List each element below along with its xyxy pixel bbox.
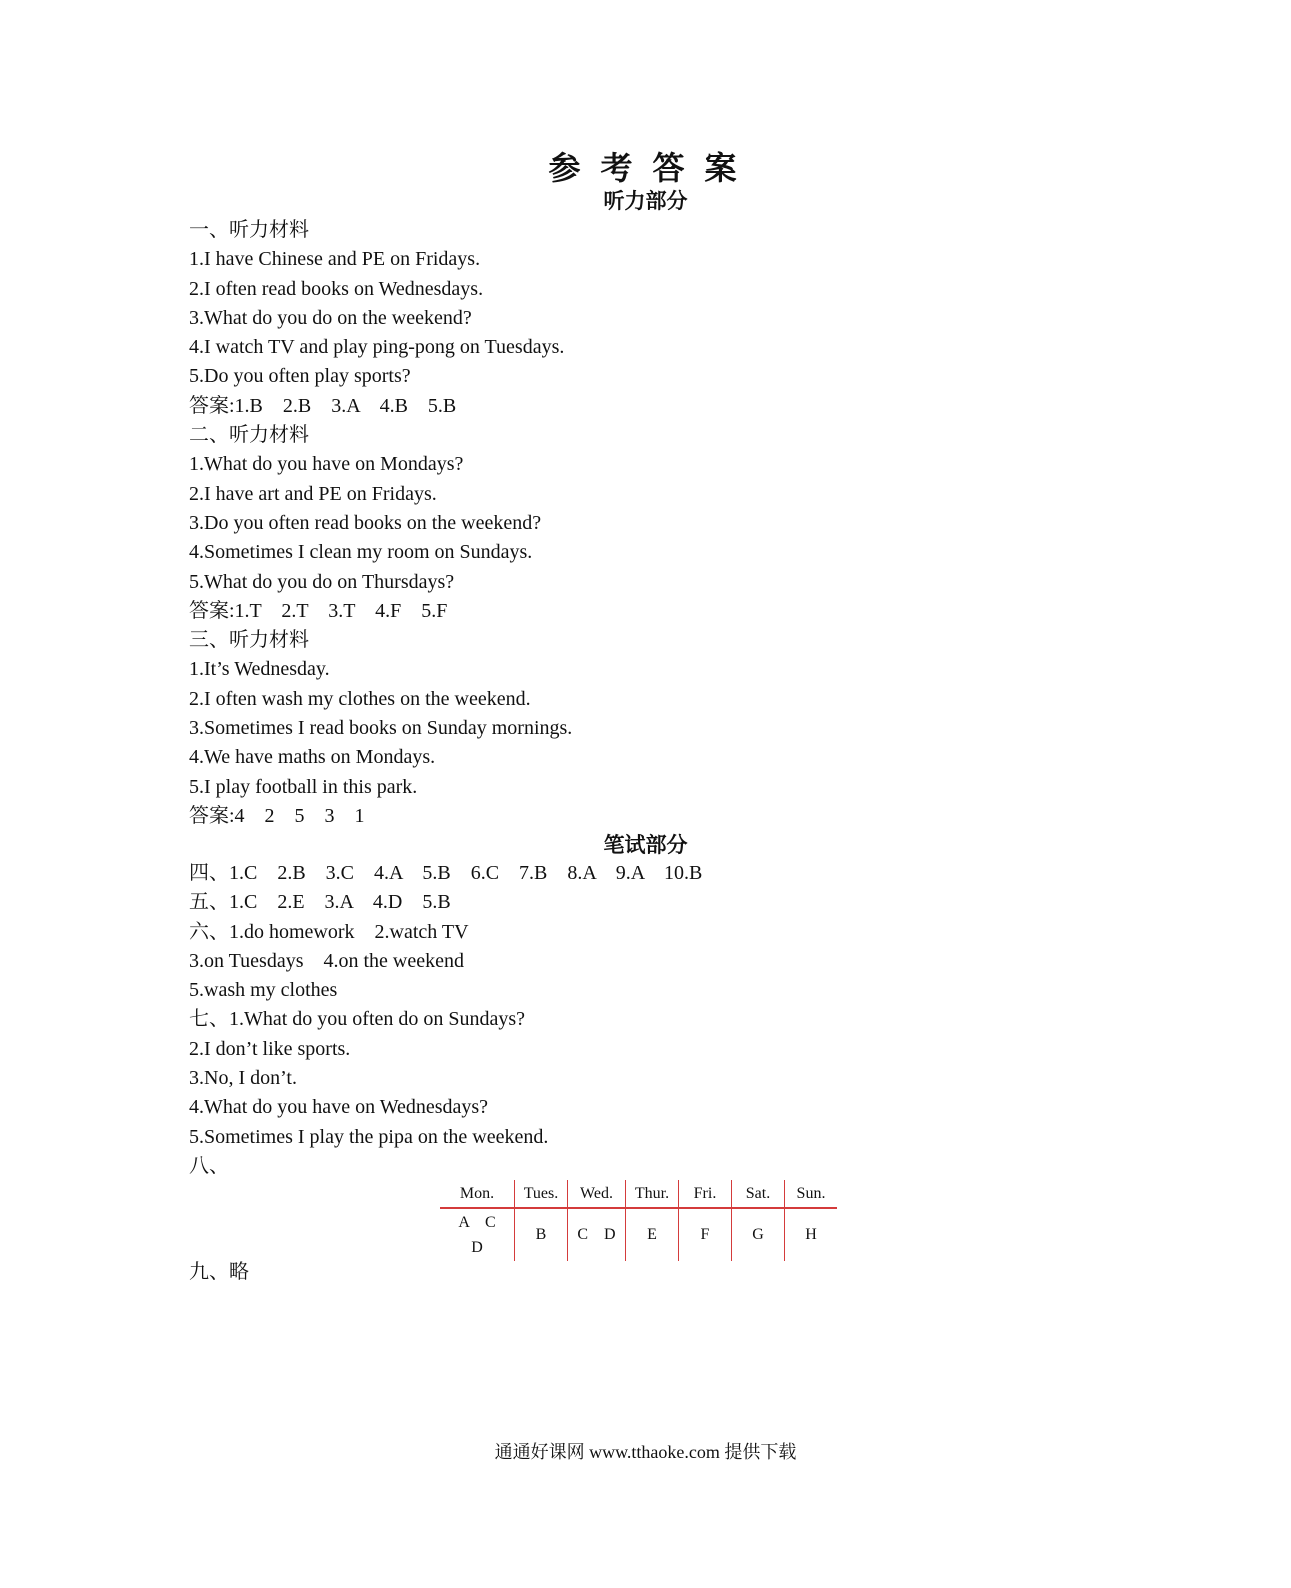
text-line: 5.Do you often play sports? xyxy=(189,365,411,388)
written-heading: 笔试部分 xyxy=(603,833,688,857)
text-line: 答案:1.B 2.B 3.A 4.B 5.B xyxy=(189,394,457,417)
cell-mon-line1: A C xyxy=(458,1214,496,1231)
header-thu: Thur. xyxy=(626,1180,679,1208)
text-line: 1.I have Chinese and PE on Fridays. xyxy=(189,248,481,271)
text-line: 答案:4 2 5 3 1 xyxy=(189,804,365,827)
table-row xyxy=(440,1208,837,1261)
text-line: 3.No, I don’t. xyxy=(189,1067,297,1090)
text-line: 2.I have art and PE on Fridays. xyxy=(189,482,437,505)
header-sat: Sat. xyxy=(732,1180,785,1208)
text-line: 四、1.C 2.B 3.C 4.A 5.B 6.C 7.B 8.A 9.A 10.B xyxy=(189,862,703,884)
text-line: 2.I often wash my clothes on the weekend. xyxy=(189,687,531,710)
text-line: 五、1.C 2.E 3.A 4.D 5.B xyxy=(189,891,451,914)
cell-tue: B xyxy=(515,1208,568,1261)
text-line: 4.What do you have on Wednesdays? xyxy=(189,1096,489,1119)
cell-mon-line2: D xyxy=(471,1239,483,1256)
text-line: 1.What do you have on Mondays? xyxy=(189,453,464,476)
text-line: 3.Do you often read books on the weekend? xyxy=(189,511,542,534)
text-line: 5.What do you do on Thursdays? xyxy=(189,570,455,593)
cell-sun: H xyxy=(785,1208,838,1261)
text-line: 4.I watch TV and play ping-pong on Tuesdays. xyxy=(189,336,565,359)
cell-sat: G xyxy=(732,1208,785,1261)
item-nine: 九、略 xyxy=(189,1261,249,1283)
text-line: 2.I don’t like sports. xyxy=(189,1037,351,1060)
header-fri: Fri. xyxy=(679,1180,732,1208)
text-line: 一、听力材料 xyxy=(189,219,309,241)
text-line: 2.I often read books on Wednesdays. xyxy=(189,277,484,300)
cell-fri: F xyxy=(679,1208,732,1261)
header-wed: Wed. xyxy=(568,1180,626,1208)
text-line: 4.We have maths on Mondays. xyxy=(189,746,436,769)
written-answers xyxy=(189,859,702,1181)
text-line: 5.Sometimes I play the pipa on the weekend. xyxy=(189,1125,549,1148)
listening-answers xyxy=(189,216,572,831)
text-line: 三、听力材料 xyxy=(189,629,309,652)
text-line: 1.It’s Wednesday. xyxy=(189,658,330,681)
text-line: 3.Sometimes I read books on Sunday mornings. xyxy=(189,717,573,740)
cell-mon xyxy=(440,1208,515,1261)
text-line: 4.Sometimes I clean my room on Sundays. xyxy=(189,541,533,564)
cell-wed: C D xyxy=(568,1208,626,1261)
footer-credit: 通通好课网 www.tthaoke.com 提供下载 xyxy=(494,1442,797,1462)
header-mon: Mon. xyxy=(440,1180,515,1208)
text-line: 七、1.What do you often do on Sundays? xyxy=(189,1008,526,1031)
table-header-row xyxy=(440,1180,837,1208)
text-line: 答案:1.T 2.T 3.T 4.F 5.F xyxy=(189,599,448,622)
text-line: 5.I play football in this park. xyxy=(189,775,418,798)
text-line: 3.on Tuesdays 4.on the weekend xyxy=(189,949,464,972)
text-line: 二、听力材料 xyxy=(189,424,309,447)
listening-heading: 听力部分 xyxy=(603,189,688,213)
header-tue: Tues. xyxy=(515,1180,568,1208)
text-line: 5.wash my clothes xyxy=(189,979,338,1002)
header-sun: Sun. xyxy=(785,1180,838,1208)
text-line: 3.What do you do on the weekend? xyxy=(189,306,472,329)
weekly-schedule-table xyxy=(440,1180,837,1261)
text-line: 八、 xyxy=(189,1154,229,1177)
page-title: 参 考 答 案 xyxy=(548,150,743,186)
cell-thu: E xyxy=(626,1208,679,1261)
text-line: 六、1.do homework 2.watch TV xyxy=(189,920,469,943)
